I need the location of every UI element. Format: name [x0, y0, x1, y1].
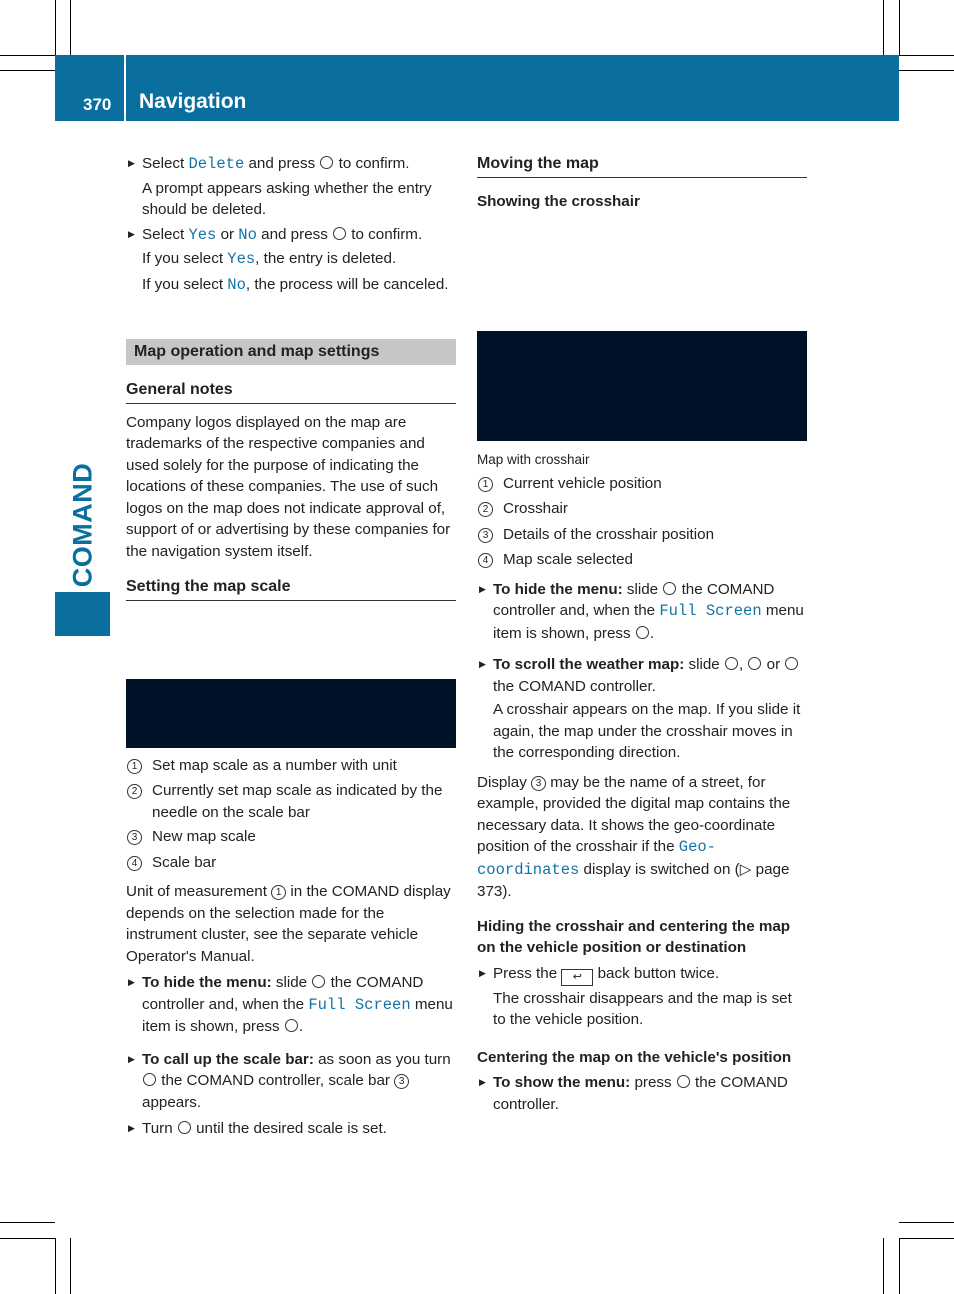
header-divider [124, 55, 126, 121]
legend-item: 4 Map scale selected [477, 549, 807, 571]
scroll-note: A crosshair appears on the map. If you slide it again, the map under the crosshair moves in the corresponding direction. [493, 701, 801, 761]
option-delete: Delete [188, 155, 245, 173]
map-scale-legend [126, 755, 456, 874]
crop-mark [55, 0, 56, 55]
option-yes: Yes [188, 225, 217, 244]
press-icon [677, 1075, 690, 1088]
instruction-yes-no: ▶ Select Yes or No and press to confirm. [126, 224, 456, 247]
page-number: 370 [83, 95, 112, 114]
no-note: If you select No, the process will be canceled. [142, 275, 449, 294]
legend-item: 3 New map scale [126, 826, 456, 848]
turn-icon [143, 1073, 156, 1086]
instruction-call-scale: ▶ To call up the scale bar: as soon as you turn the COMAND controller, scale bar 3 appears. [126, 1049, 456, 1114]
slide-up-down-icon [748, 657, 761, 670]
figure-caption: Map with crosshair [477, 452, 590, 467]
centering-heading: Centering the map on the vehicle's position [477, 1048, 792, 1066]
crop-mark [883, 0, 884, 55]
press-icon [333, 227, 346, 240]
crop-mark [0, 55, 55, 56]
option-geo-coordinates: Geo-coordinates [477, 838, 716, 879]
side-tab-label: COMAND [67, 462, 97, 588]
instruction-show-menu: ▶ To show the menu: press the COMAND controller. [477, 1072, 807, 1115]
crop-mark [0, 1238, 55, 1239]
crop-mark [899, 55, 954, 56]
crop-mark [70, 1238, 71, 1294]
moving-map-heading: Moving the map [477, 153, 807, 178]
yes-note: If you select Yes, the entry is deleted. [142, 250, 397, 268]
general-notes-heading: General notes [126, 379, 456, 404]
section-title: Map operation and map settings [126, 339, 456, 365]
display-note: Display 3 may be the name of a street, for example, provided the digital map contains the necessary data. It shows the geo-coordinate position of the crosshair if the Geo-coordinates display is switched on (▷ page 373). [477, 773, 791, 900]
slide-diagonal-icon [785, 657, 798, 670]
press-icon [320, 156, 333, 169]
slide-up-icon [312, 975, 325, 988]
legend-item: 1 Set map scale as a number with unit [126, 755, 456, 777]
legend-item: 1 Current vehicle position [477, 473, 807, 495]
legend-item: 4 Scale bar [126, 852, 456, 874]
chapter-title: Navigation [139, 90, 247, 113]
press-icon [285, 1019, 298, 1032]
back-note: The crosshair disappears and the map is set to the vehicle position. [493, 989, 792, 1028]
legend-item: 3 Details of the crosshair position [477, 524, 807, 546]
instruction-hide-menu: ▶ To hide the menu: slide the COMAND controller and, when the Full Screen menu item is shown, press . [477, 579, 807, 645]
page-header [55, 55, 899, 121]
map-crosshair-screenshot [477, 331, 807, 441]
delete-note: A prompt appears asking whether the entry should be deleted. [142, 179, 432, 218]
instruction-delete: ▶ Select Delete and press to confirm. [126, 153, 456, 176]
crop-mark [899, 70, 954, 71]
right-column [477, 153, 807, 1115]
crop-mark [0, 1222, 55, 1223]
crop-mark [899, 1222, 954, 1223]
press-icon [636, 626, 649, 639]
crosshair-heading: Showing the crosshair [477, 192, 640, 210]
instruction-turn: ▶ Turn until the desired scale is set. [126, 1118, 456, 1140]
option-no: No [238, 225, 257, 244]
hiding-heading: Hiding the crosshair and centering the map on the vehicle position or destination [477, 917, 791, 956]
crop-mark [899, 0, 900, 55]
back-button-icon: ↩ [561, 969, 593, 986]
option-full-screen: Full Screen [659, 602, 762, 620]
general-notes-body: Company logos displayed on the map are trademarks of the respective companies and used solely for the purpose of indicating the locations of these companies. The use of such logos on the map does not indicate approval of, support of or advertising by these companies for the navigation system itself. [126, 413, 451, 560]
legend-item: 2 Crosshair [477, 498, 807, 520]
page-reference[interactable]: ▷ page 373 [477, 860, 790, 900]
crop-mark [70, 0, 71, 55]
crop-mark [899, 1238, 900, 1294]
crop-mark [883, 1238, 884, 1294]
instruction-hide-menu: ▶ To hide the menu: slide the COMAND controller and, when the Full Screen menu item is shown, press . [126, 972, 456, 1038]
instruction-press-back: ▶ Press the ↩ back button twice. [477, 963, 807, 986]
option-full-screen: Full Screen [308, 995, 411, 1014]
map-scale-screenshot [126, 679, 456, 748]
crop-mark [899, 1238, 954, 1239]
crosshair-legend [477, 473, 807, 571]
instruction-scroll: ▶ To scroll the weather map: slide , or the COMAND controller. [477, 654, 807, 697]
crop-mark [55, 1238, 56, 1294]
left-column [126, 153, 456, 1140]
turn-icon [178, 1121, 191, 1134]
legend-item: 2 Currently set map scale as indicated by the needle on the scale bar [126, 780, 456, 823]
side-tab [55, 592, 110, 636]
crop-mark [0, 70, 55, 71]
unit-note: Unit of measurement 1 in the COMAND display depends on the selection made for the instrument cluster, see the separate vehicle Operator's Manual. [126, 883, 451, 965]
slide-up-icon [663, 582, 676, 595]
map-scale-heading: Setting the map scale [126, 576, 456, 601]
slide-left-right-icon [725, 657, 738, 670]
